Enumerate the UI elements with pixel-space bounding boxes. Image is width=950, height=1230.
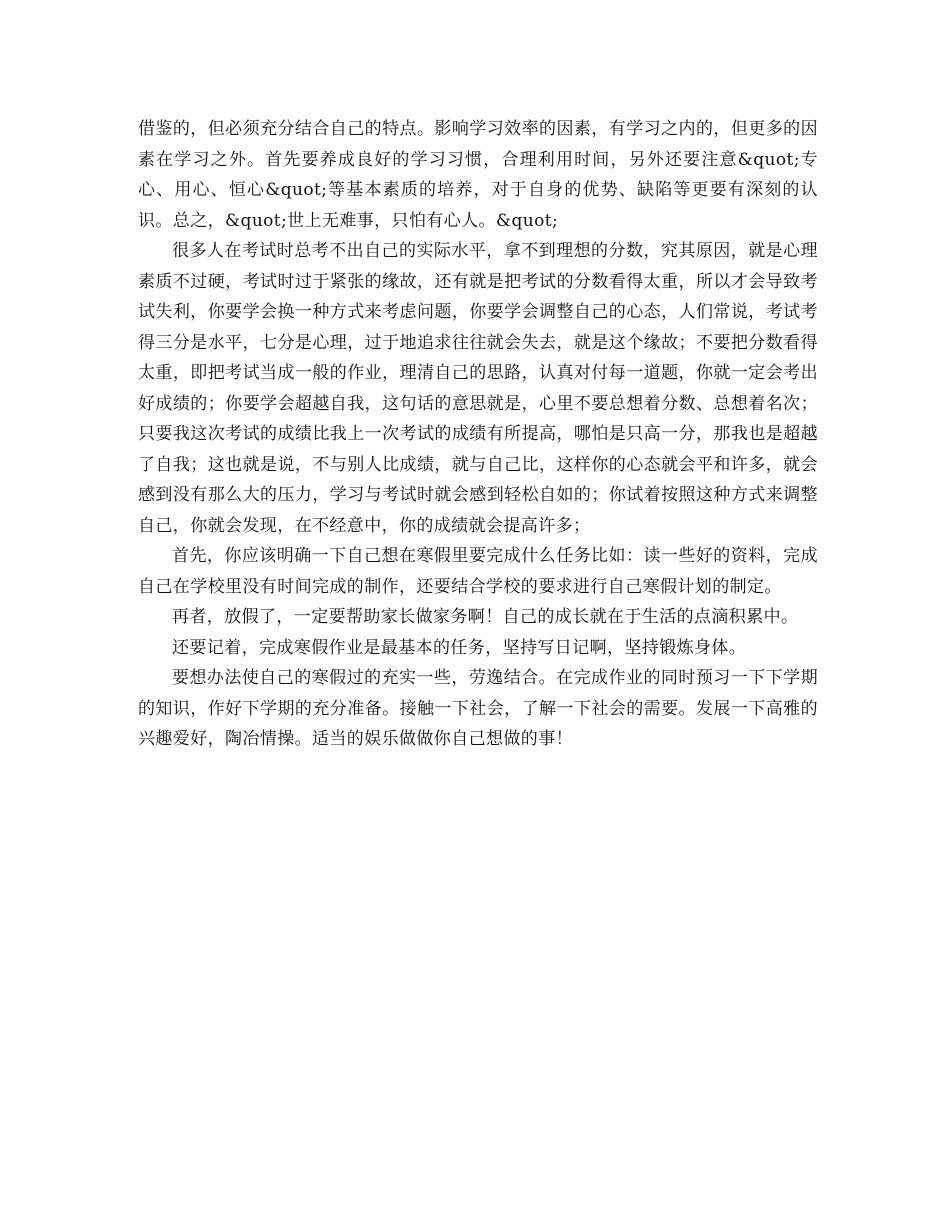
document-body: [138, 114, 818, 755]
paragraph-continuation: 借鉴的，但必须充分结合自己的特点。影响学习效率的因素，有学习之内的，但更多的因素在学习之外。首先要养成良好的学习习惯，合理利用时间，另外还要注意&quot;专心、用心、恒心&quot;等基本素质的培养，对于自身的优势、缺陷等更要有深刻的认识。总之，&quot;世上无难事，只怕有心人。&quot;: [138, 119, 818, 231]
paragraph-housework: 再者，放假了，一定要帮助家长做家务啊！自己的成长就在于生活的点滴积累中。: [172, 607, 799, 627]
paragraph-exam-mindset: 很多人在考试时总考不出自己的实际水平，拿不到理想的分数，究其原因，就是心理素质不过硬，考试时过于紧张的缘故，还有就是把考试的分数看得太重，所以才会导致考试失利，你要学会换一种方式来考虑问题，你要学会调整自己的心态，人们常说，考试考得三分是水平，七分是心理，过于地追求往往就会失去，就是这个缘故；不要把分数看得太重，即把考试当成一般的作业，理清自己的思路，认真对付每一道题，你就一定会考出好成绩的；你要学会超越自我，这句话的意思就是，心里不要总想着分数、总想着名次；只要我这次考试的成绩比我上一次考试的成绩有所提高，哪怕是只高一分，那我也是超越了自我；这也就是说，不与别人比成绩，就与自己比，这样你的心态就会平和许多，就会感到没有那么大的压力，学习与考试时就会感到轻松自如的；你试着按照这种方式来调整自己，你就会发现，在不经意中，你的成绩就会提高许多；: [138, 241, 818, 536]
paragraph-fulfilling-break: 要想办法使自己的寒假过的充实一些，劳逸结合。在完成作业的同时预习一下下学期的知识，作好下学期的充分准备。接触一下社会，了解一下社会的需要。发展一下高雅的兴趣爱好，陶冶情操。适当的娱乐做做你自己想做的事！: [138, 668, 818, 749]
paragraph-winter-tasks: 首先，你应该明确一下自己想在寒假里要完成什么任务比如：读一些好的资料，完成自己在学校里没有时间完成的制作，还要结合学校的要求进行自己寒假计划的制定。: [138, 546, 818, 597]
paragraph-homework: 还要记着，完成寒假作业是最基本的任务，坚持写日记啊，坚持锻炼身体。: [172, 637, 747, 658]
